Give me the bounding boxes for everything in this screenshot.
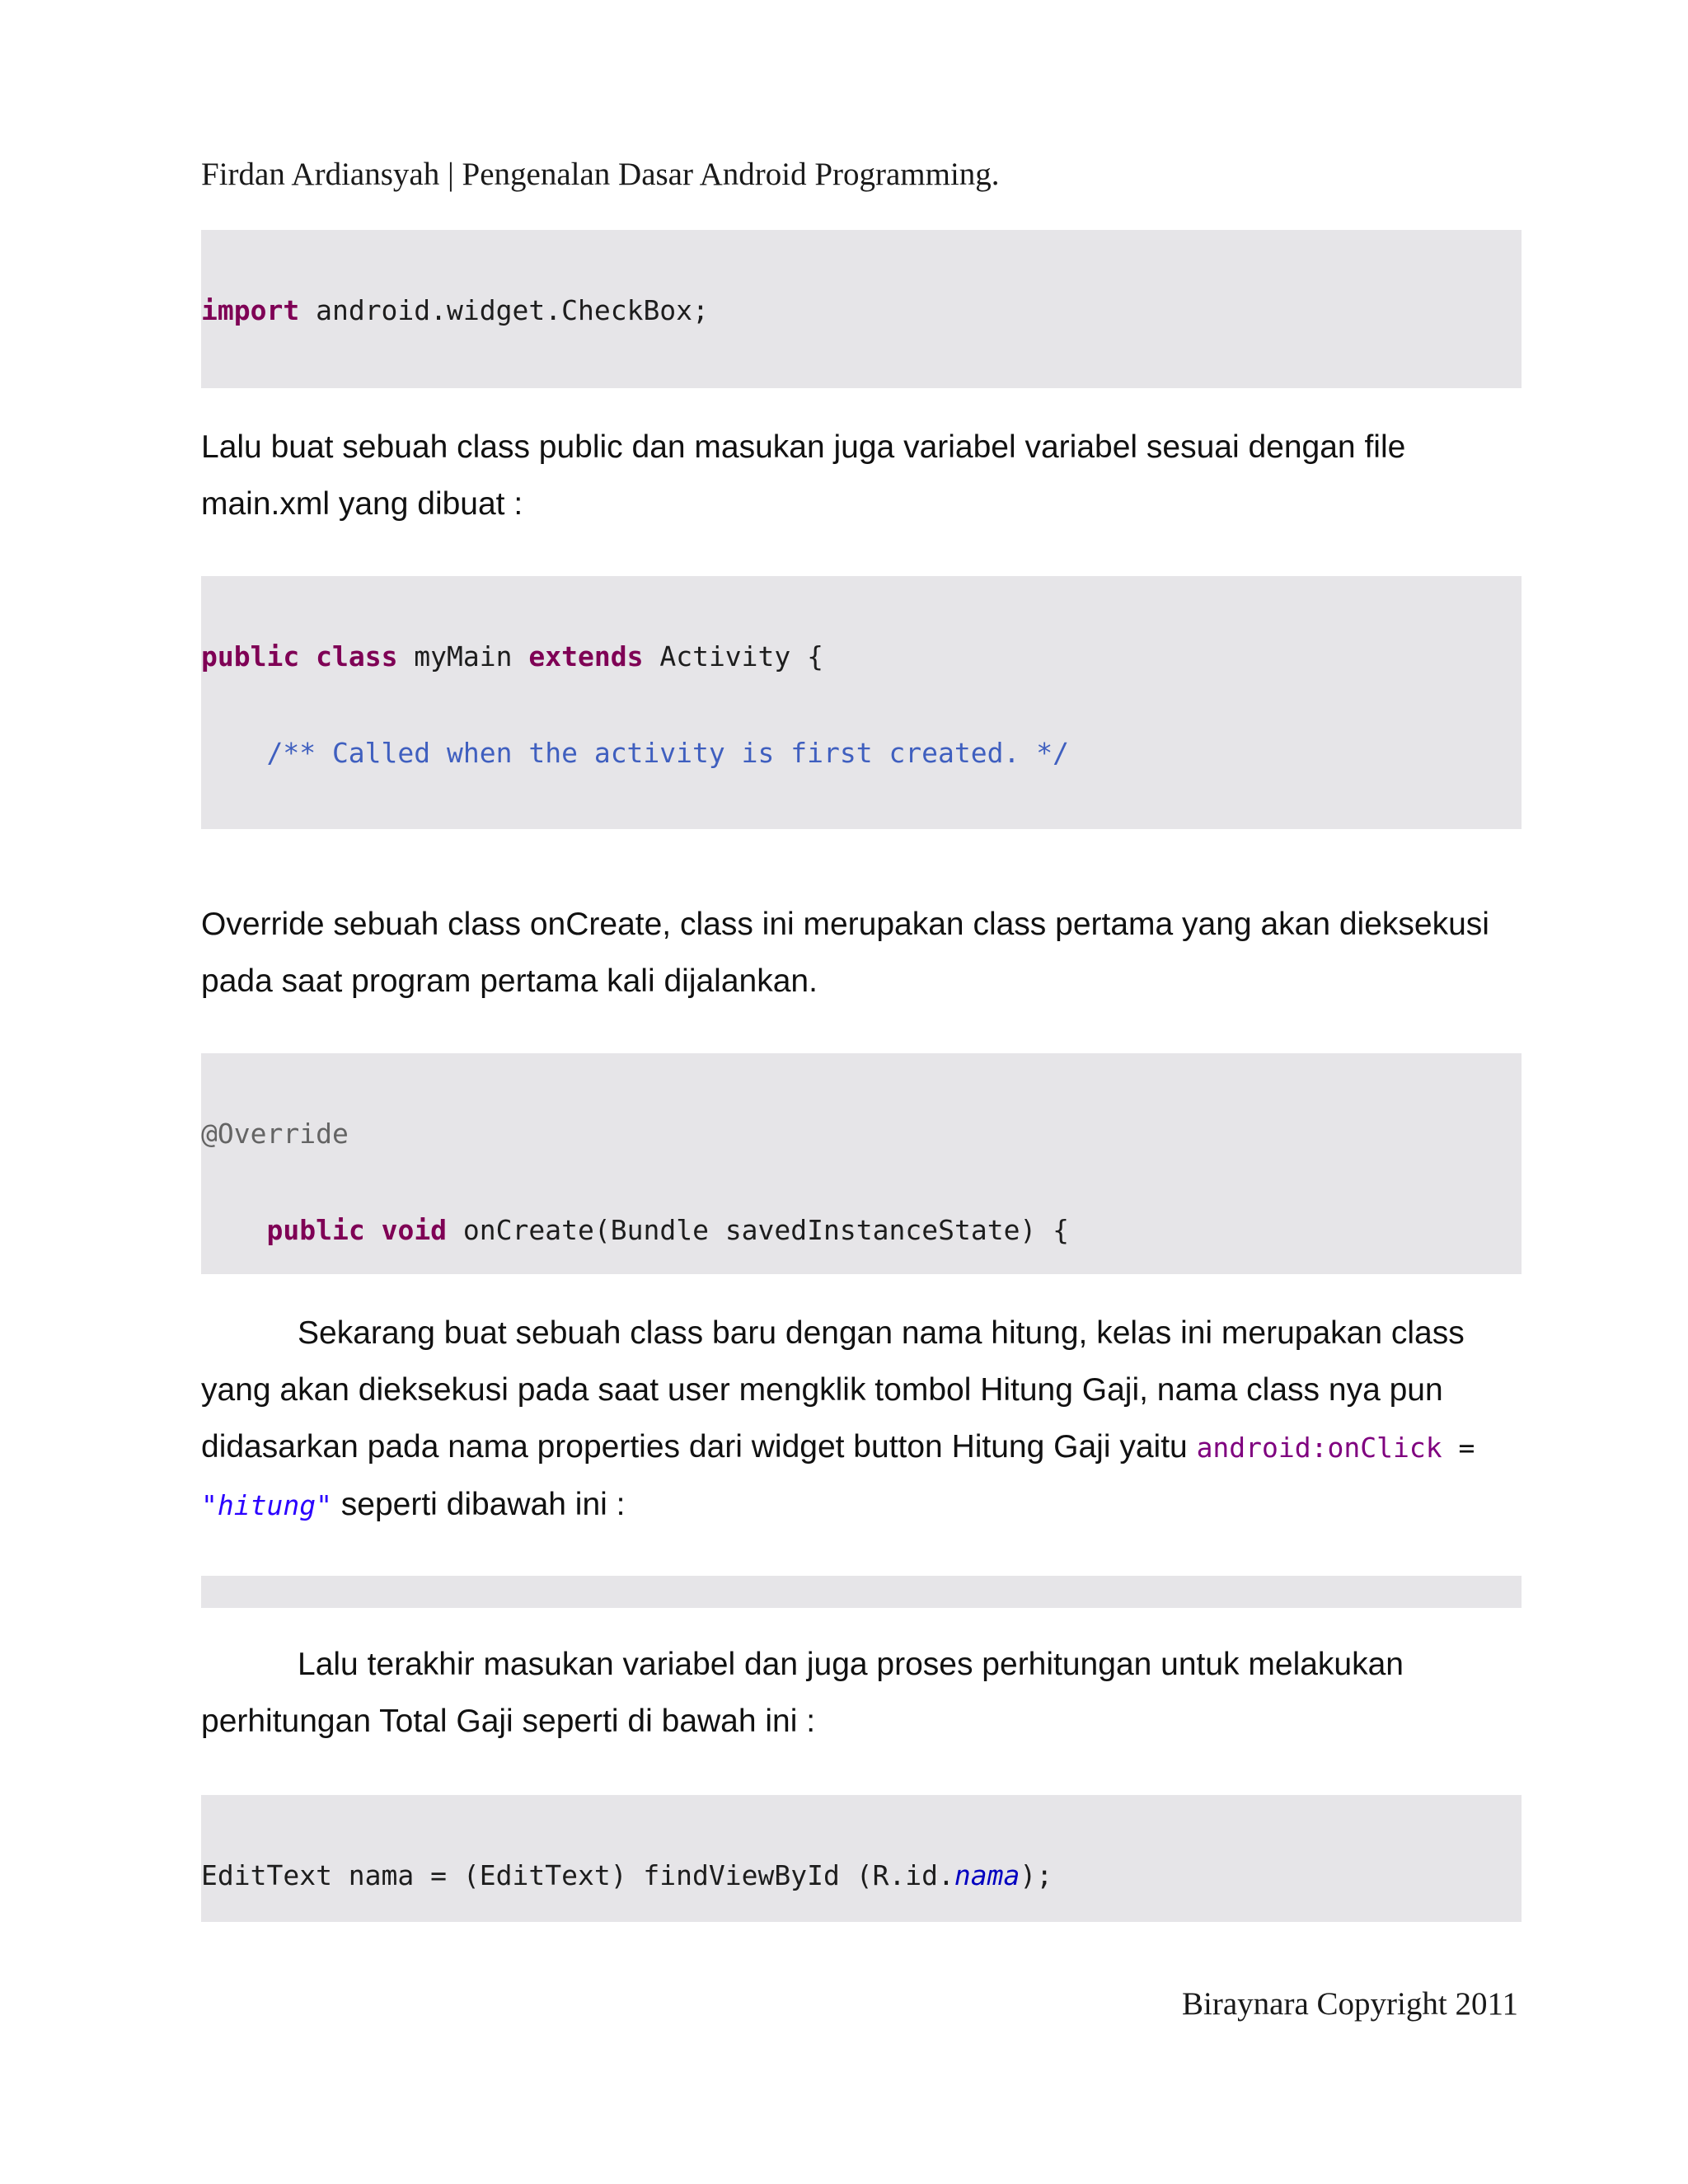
keyword-import: import: [201, 294, 300, 326]
paragraph-text: didasarkan pada nama properties dari widget button Hitung Gaji yaitu: [201, 1429, 1197, 1465]
page-header: Firdan Ardiansyah | Pengenalan Dasar Android Programming.: [201, 157, 1000, 192]
code-line: [201, 1859, 1522, 1891]
code-block-imports: [201, 230, 1522, 388]
keyword-public: public: [266, 1214, 365, 1246]
keyword-class: class: [316, 640, 398, 673]
code-line: [201, 640, 1522, 673]
code-line: [201, 294, 1522, 326]
keyword-extends: extends: [528, 640, 644, 673]
paragraph-text: seperti dibawah ini :: [331, 1487, 626, 1522]
parent-class: Activity {: [643, 640, 824, 673]
inline-code-equals: =: [1442, 1432, 1475, 1464]
code-block-total-gaji: [201, 1795, 1522, 1922]
keyword-void: void: [381, 1214, 448, 1246]
paragraph-text: Sekarang buat sebuah class baru dengan nama hitung, kelas ini merupakan class: [298, 1315, 1465, 1351]
code-line: [201, 1214, 1522, 1246]
code-comment: /** Called when the activity is first created. */: [201, 737, 1069, 769]
paragraph-hitung-intro: [201, 1305, 1530, 1534]
paragraph-line: Override sebuah class onCreate, class ini merupakan class pertama yang akan dieksekusi: [201, 907, 1489, 942]
code-block-class: [201, 576, 1522, 829]
keyword-public: public: [201, 640, 300, 673]
paragraph-text: yang akan dieksekusi pada saat user mengklik tombol Hitung Gaji, nama class nya pun: [201, 1372, 1443, 1408]
import-path: android.widget.CheckBox;: [299, 294, 709, 326]
paragraph-text: perhitungan Total Gaji seperti di bawah ini :: [201, 1704, 816, 1739]
code-annotation: @Override: [201, 1118, 349, 1150]
paragraph-total-gaji-intro: [201, 1636, 1530, 1750]
paragraph-line: pada saat program pertama kali dijalankan.: [201, 963, 818, 999]
class-name: myMain: [397, 640, 529, 673]
code-block-oncreate: [201, 1053, 1522, 1274]
code-block-hitung: [201, 1576, 1522, 1608]
paragraph-line: main.xml yang dibuat :: [201, 486, 523, 522]
method-signature: onCreate(Bundle savedInstanceState) {: [447, 1214, 1070, 1246]
page-footer: Biraynara Copyright 2011: [1182, 1986, 1518, 2022]
code-text: EditText nama = (EditText) findViewById (R.id.: [201, 1859, 954, 1891]
paragraph-line: Lalu buat sebuah class public dan masukan juga variabel variabel sesuai dengan file: [201, 429, 1406, 465]
paragraph-text: Lalu terakhir masukan variabel dan juga proses perhitungan untuk melakukan: [298, 1647, 1404, 1682]
id-nama: nama: [954, 1859, 1020, 1891]
inline-code-string: "hitung": [201, 1489, 332, 1521]
inline-code-attribute: android:onClick: [1196, 1432, 1442, 1464]
paragraph-class-intro: [201, 419, 1530, 532]
paragraph-oncreate-intro: [201, 896, 1530, 1010]
code-punct: );: [1020, 1859, 1053, 1891]
